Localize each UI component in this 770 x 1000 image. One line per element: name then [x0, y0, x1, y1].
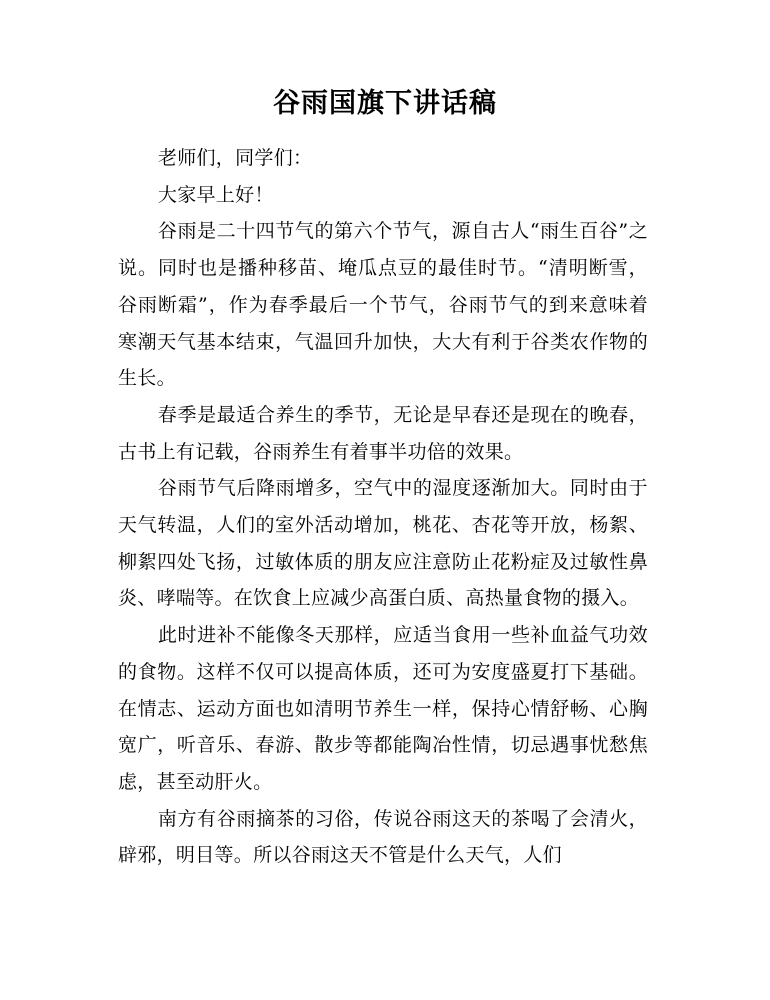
paragraph-good-morning: 大家早上好！: [157, 183, 274, 206]
document-body: [118, 140, 648, 874]
paragraph-tea-custom: 南方有谷雨摘茶的习俗，传说谷雨这天的茶喝了会清火，辟邪，明目等。所以谷雨这天不管是什么天气，人们: [118, 807, 648, 867]
paragraph-greeting: 老师们，同学们：: [157, 147, 313, 169]
paragraph-guyu-intro: 谷雨是二十四节气的第六个节气，源自古人“雨生百谷”之说。同时也是播种移苗、埯瓜点豆的最佳时节。“清明断雪，谷雨断霜”，作为春季最后一个节气，谷雨节气的到来意味着寒潮天气基本结束，气温回升加快，大大有利于谷类农作物的生长。: [118, 220, 648, 390]
paragraph-nourishment: 此时进补不能像冬天那样，应适当食用一些补血益气功效的食物。这样不仅可以提高体质，还可为安度盛夏打下基础。在情志、运动方面也如清明节养生一样，保持心情舒畅、心胸宽广，听音乐、春游、散步等都能陶冶性情，切忌遇事忧愁焦虑，甚至动肝火。: [118, 624, 648, 793]
paragraph-rain-allergy: 谷雨节气后降雨增多，空气中的湿度逐渐加大。同时由于天气转温，人们的室外活动增加，桃花、杏花等开放，杨絮、柳絮四处飞扬，过敏体质的朋友应注意防止花粉症及过敏性鼻炎、哮喘等。在饮食上应减少高蛋白质、高热量食物的摄入。: [118, 477, 648, 610]
document-title: 谷雨国旗下讲话稿: [273, 88, 497, 119]
paragraph-spring-health: 春季是最适合养生的季节，无论是早春还是现在的晚春，古书上有记载，谷雨养生有着事半功倍的效果。: [118, 403, 648, 463]
